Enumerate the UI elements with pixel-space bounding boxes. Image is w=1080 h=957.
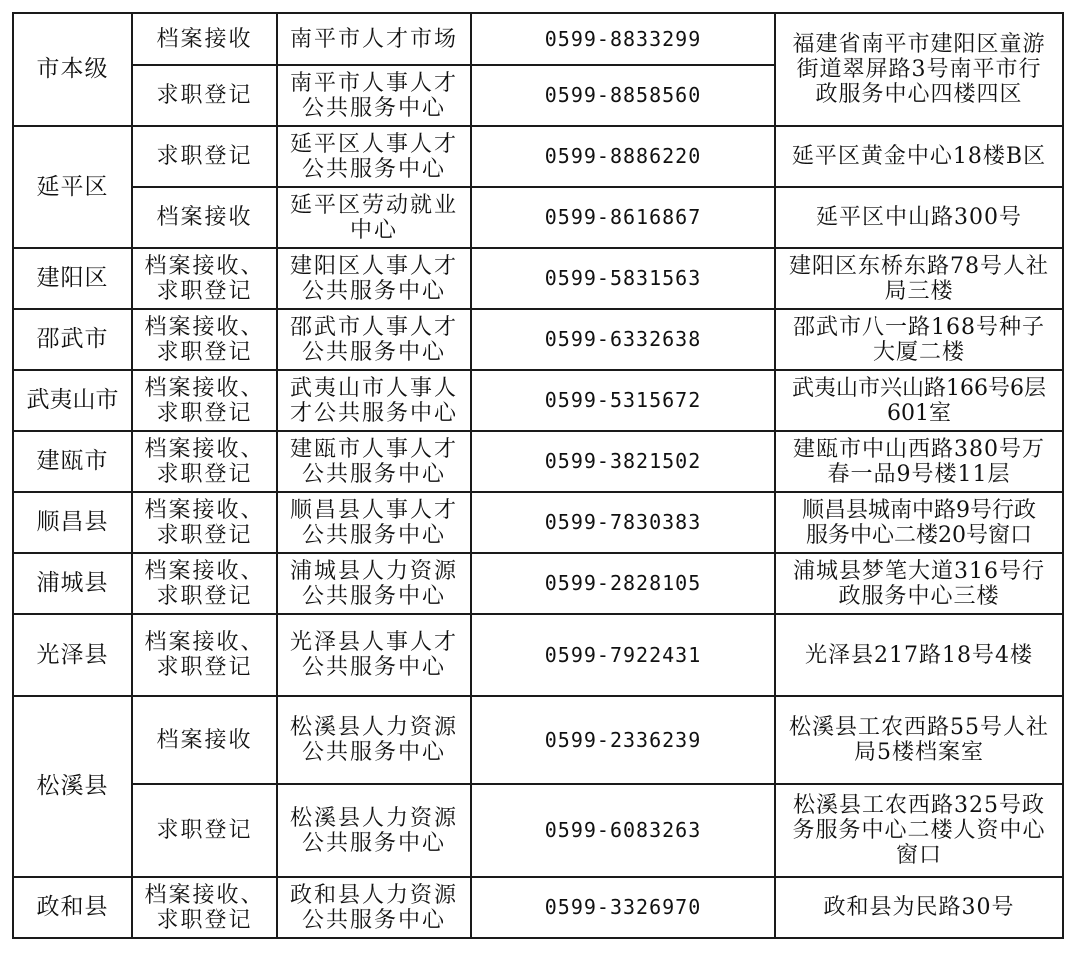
address-cell: 邵武市八一路168号种子 大厦二楼: [775, 309, 1063, 370]
service-type-cell: 档案接收、 求职登记: [132, 431, 277, 492]
address-cell: 延平区黄金中心18楼B区: [775, 126, 1063, 187]
phone-cell: 0599-8833299: [471, 13, 775, 65]
phone-cell: 0599-5831563: [471, 248, 775, 309]
phone-cell: 0599-6083263: [471, 784, 775, 877]
table-row: [13, 309, 1063, 370]
phone-cell: 0599-2336239: [471, 696, 775, 784]
address-cell: 松溪县工农西路55号人社 局5楼档案室: [775, 696, 1063, 784]
address-cell: 延平区中山路300号: [775, 187, 1063, 248]
organization-cell: 建阳区人事人才 公共服务中心: [277, 248, 471, 309]
service-type-cell: 档案接收、 求职登记: [132, 553, 277, 614]
phone-cell: 0599-8616867: [471, 187, 775, 248]
phone-cell: 0599-6332638: [471, 309, 775, 370]
organization-cell: 顺昌县人事人才 公共服务中心: [277, 492, 471, 553]
phone-cell: 0599-5315672: [471, 370, 775, 431]
organization-cell: 延平区劳动就业 中心: [277, 187, 471, 248]
table-row: [13, 696, 1063, 784]
organization-cell: 建瓯市人事人才 公共服务中心: [277, 431, 471, 492]
phone-cell: 0599-3326970: [471, 877, 775, 938]
address-cell: 顺昌县城南中路9号行政 服务中心二楼20号窗口: [775, 492, 1063, 553]
service-type-cell: 档案接收、 求职登记: [132, 370, 277, 431]
region-cell: 松溪县: [13, 696, 132, 877]
service-type-cell: 档案接收、 求职登记: [132, 492, 277, 553]
organization-cell: 延平区人事人才 公共服务中心: [277, 126, 471, 187]
address-cell: 建瓯市中山西路380号万 春一品9号楼11层: [775, 431, 1063, 492]
service-type-cell: 档案接收、 求职登记: [132, 614, 277, 696]
table-row: [13, 614, 1063, 696]
region-cell: 顺昌县: [13, 492, 132, 553]
service-type-cell: 求职登记: [132, 65, 277, 126]
service-type-cell: 档案接收: [132, 187, 277, 248]
organization-cell: 光泽县人事人才 公共服务中心: [277, 614, 471, 696]
phone-cell: 0599-7830383: [471, 492, 775, 553]
organization-cell: 松溪县人力资源 公共服务中心: [277, 784, 471, 877]
phone-cell: 0599-2828105: [471, 553, 775, 614]
phone-cell: 0599-8886220: [471, 126, 775, 187]
table-row: [13, 784, 1063, 877]
address-cell: 松溪县工农西路325号政 务服务中心二楼人资中心 窗口: [775, 784, 1063, 877]
contact-table: [12, 12, 1064, 939]
region-cell: 延平区: [13, 126, 132, 248]
address-cell: 浦城县梦笔大道316号行 政服务中心三楼: [775, 553, 1063, 614]
region-cell: 建阳区: [13, 248, 132, 309]
table-row: [13, 370, 1063, 431]
contact-table-wrapper: [12, 12, 1064, 939]
table-row: [13, 877, 1063, 938]
region-cell: 邵武市: [13, 309, 132, 370]
table-row: [13, 492, 1063, 553]
table-row: [13, 248, 1063, 309]
service-type-cell: 求职登记: [132, 126, 277, 187]
region-cell: 光泽县: [13, 614, 132, 696]
table-row: [13, 553, 1063, 614]
address-cell: 光泽县217路18号4楼: [775, 614, 1063, 696]
region-cell: 政和县: [13, 877, 132, 938]
service-type-cell: 档案接收、 求职登记: [132, 309, 277, 370]
service-type-cell: 档案接收: [132, 13, 277, 65]
region-cell: 建瓯市: [13, 431, 132, 492]
table-row: [13, 126, 1063, 187]
address-cell: 武夷山市兴山路166号6层 601室: [775, 370, 1063, 431]
table-row: [13, 13, 1063, 65]
phone-cell: 0599-3821502: [471, 431, 775, 492]
table-row: [13, 187, 1063, 248]
address-cell: 政和县为民路30号: [775, 877, 1063, 938]
organization-cell: 南平市人事人才 公共服务中心: [277, 65, 471, 126]
address-cell: 福建省南平市建阳区童游 街道翠屏路3号南平市行 政服务中心四楼四区: [775, 13, 1063, 126]
organization-cell: 浦城县人力资源 公共服务中心: [277, 553, 471, 614]
region-cell: 浦城县: [13, 553, 132, 614]
phone-cell: 0599-8858560: [471, 65, 775, 126]
organization-cell: 政和县人力资源 公共服务中心: [277, 877, 471, 938]
organization-cell: 南平市人才市场: [277, 13, 471, 65]
organization-cell: 松溪县人力资源 公共服务中心: [277, 696, 471, 784]
region-cell: 市本级: [13, 13, 132, 126]
address-cell: 建阳区东桥东路78号人社 局三楼: [775, 248, 1063, 309]
phone-cell: 0599-7922431: [471, 614, 775, 696]
region-cell: 武夷山市: [13, 370, 132, 431]
service-type-cell: 求职登记: [132, 784, 277, 877]
service-type-cell: 档案接收、 求职登记: [132, 877, 277, 938]
organization-cell: 邵武市人事人才 公共服务中心: [277, 309, 471, 370]
service-type-cell: 档案接收: [132, 696, 277, 784]
table-row: [13, 431, 1063, 492]
service-type-cell: 档案接收、 求职登记: [132, 248, 277, 309]
organization-cell: 武夷山市人事人 才公共服务中心: [277, 370, 471, 431]
